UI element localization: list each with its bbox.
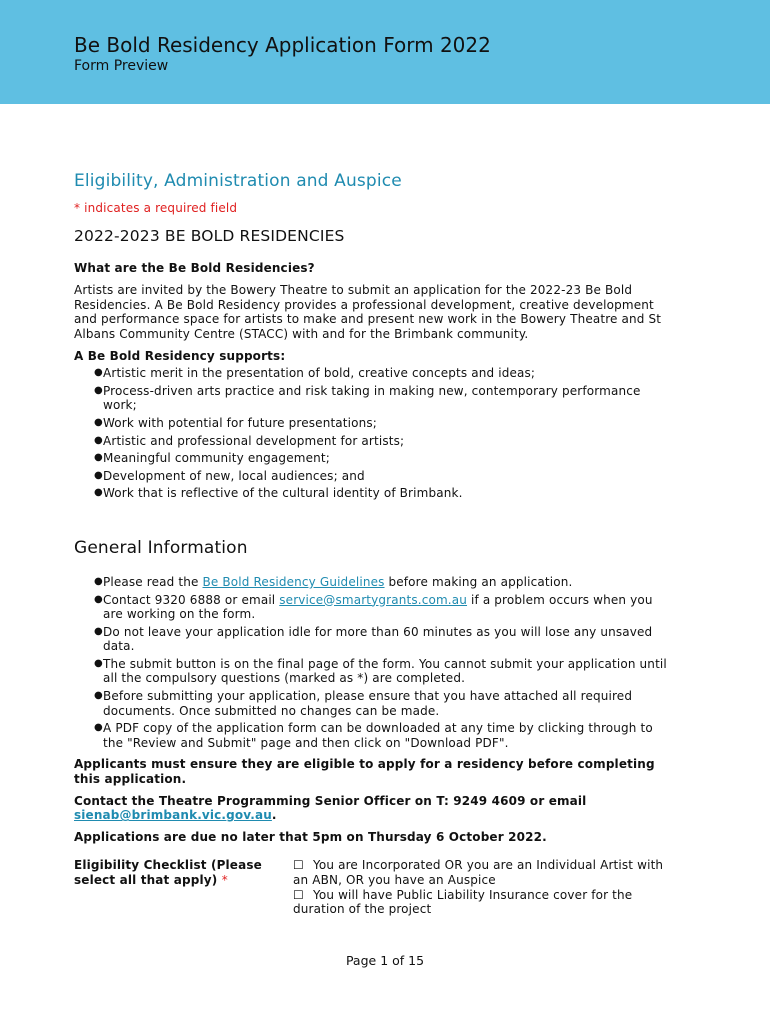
list-item: ● Please read the Be Bold Residency Guidelines before making an application. xyxy=(94,574,573,589)
bullet-icon: ● xyxy=(94,487,103,499)
contact-notice: Contact the Theatre Programming Senior Officer on T: 9249 4609 or email sienab@brimbank.vic.gov.au. xyxy=(74,793,587,823)
supports-list xyxy=(94,366,674,501)
due-date-notice: Applications are due no later that 5pm on Thursday 6 October 2022. xyxy=(74,829,547,844)
form-content xyxy=(74,170,674,917)
list-item: ● Work that is reflective of the cultural identity of Brimbank. xyxy=(94,486,463,501)
list-item: ● Before submitting your application, please ensure that you have attached all required documents. Once submitted no changes can be made. xyxy=(94,689,633,718)
bullet-icon: ● xyxy=(94,625,103,637)
list-item: ● Work with potential for future presentations; xyxy=(94,415,377,430)
checklist-option[interactable]: ☐ You will have Public Liability Insurance cover for the duration of the project xyxy=(293,887,633,917)
list-item: ● A PDF copy of the application form can be downloaded at any time by clicking through to the "Review and Submit" page and then click on "Download PDF". xyxy=(94,721,653,750)
bullet-icon: ● xyxy=(94,593,103,605)
list-item: ● Do not leave your application idle for more than 60 minutes as you will lose any unsaved data. xyxy=(94,624,653,654)
residencies-heading: 2022-2023 BE BOLD RESIDENCIES xyxy=(74,226,345,245)
residencies-question: What are the Be Bold Residencies? xyxy=(74,260,315,275)
guidelines-link[interactable]: Be Bold Residency Guidelines xyxy=(202,574,385,589)
section-title-eligibility: Eligibility, Administration and Auspice xyxy=(74,171,402,191)
support-email-link[interactable]: service@smartygrants.com.au xyxy=(279,592,468,607)
page-number: Page 1 of 15 xyxy=(345,953,425,968)
checkbox-icon[interactable]: ☐ xyxy=(293,887,304,902)
checkbox-icon[interactable]: ☐ xyxy=(293,858,304,873)
list-item: ● The submit button is on the final page of the form. You cannot submit your application until all the compulsory questions (marked as *) are completed. xyxy=(94,656,667,686)
required-marker: * xyxy=(221,873,228,887)
list-item: ● Process-driven arts practice and risk taking in making new, contemporary performance work; xyxy=(94,383,641,413)
bullet-icon: ● xyxy=(94,575,103,587)
list-item: ● Contact 9320 6888 or email service@smartygrants.com.au if a problem occurs when you are working on the form. xyxy=(94,592,653,622)
general-info-list xyxy=(94,575,674,751)
list-item: ● Meaningful community engagement; xyxy=(94,451,330,466)
supports-heading: A Be Bold Residency supports: xyxy=(74,348,286,363)
checklist-option[interactable]: ☐ You are Incorporated OR you are an Individual Artist with an ABN, OR you have an Auspice xyxy=(293,858,664,887)
bullet-icon: ● xyxy=(94,384,103,396)
bullet-icon: ● xyxy=(94,469,103,481)
bullet-icon: ● xyxy=(94,416,103,428)
bullet-icon: ● xyxy=(94,452,103,464)
bullet-icon: ● xyxy=(94,434,103,446)
header-banner xyxy=(0,0,770,104)
contact-email-link[interactable]: sienab@brimbank.vic.gov.au xyxy=(74,808,272,823)
form-title: Be Bold Residency Application Form 2022 xyxy=(74,33,491,57)
eligibility-notice: Applicants must ensure they are eligible to apply for a residency before completing this application. xyxy=(74,757,655,787)
bullet-icon: ● xyxy=(94,367,103,379)
bullet-icon: ● xyxy=(94,657,103,669)
bullet-icon: ● xyxy=(94,722,103,734)
list-item: ● Artistic and professional development for artists; xyxy=(94,433,405,448)
eligibility-checklist xyxy=(74,858,674,916)
bullet-icon: ● xyxy=(94,690,103,702)
checklist-label: Eligibility Checklist (Please select all that apply) * xyxy=(74,858,262,887)
required-field-note: * indicates a required field xyxy=(74,201,238,215)
list-item: ● Development of new, local audiences; and xyxy=(94,468,365,483)
section-title-general: General Information xyxy=(74,537,248,558)
list-item: ● Artistic merit in the presentation of bold, creative concepts and ideas; xyxy=(94,366,536,381)
form-subtitle: Form Preview xyxy=(74,58,169,74)
residencies-intro: Artists are invited by the Bowery Theatre to submit an application for the 2022-23 Be Bold Residencies. A Be Bold Residency provides a professional development, creative development and performance space for artists to make and present new work in the Bowery Theatre and St Albans Community Centre (STACC) with and for the Brimbank community. xyxy=(74,283,662,341)
checklist-options xyxy=(293,858,673,916)
